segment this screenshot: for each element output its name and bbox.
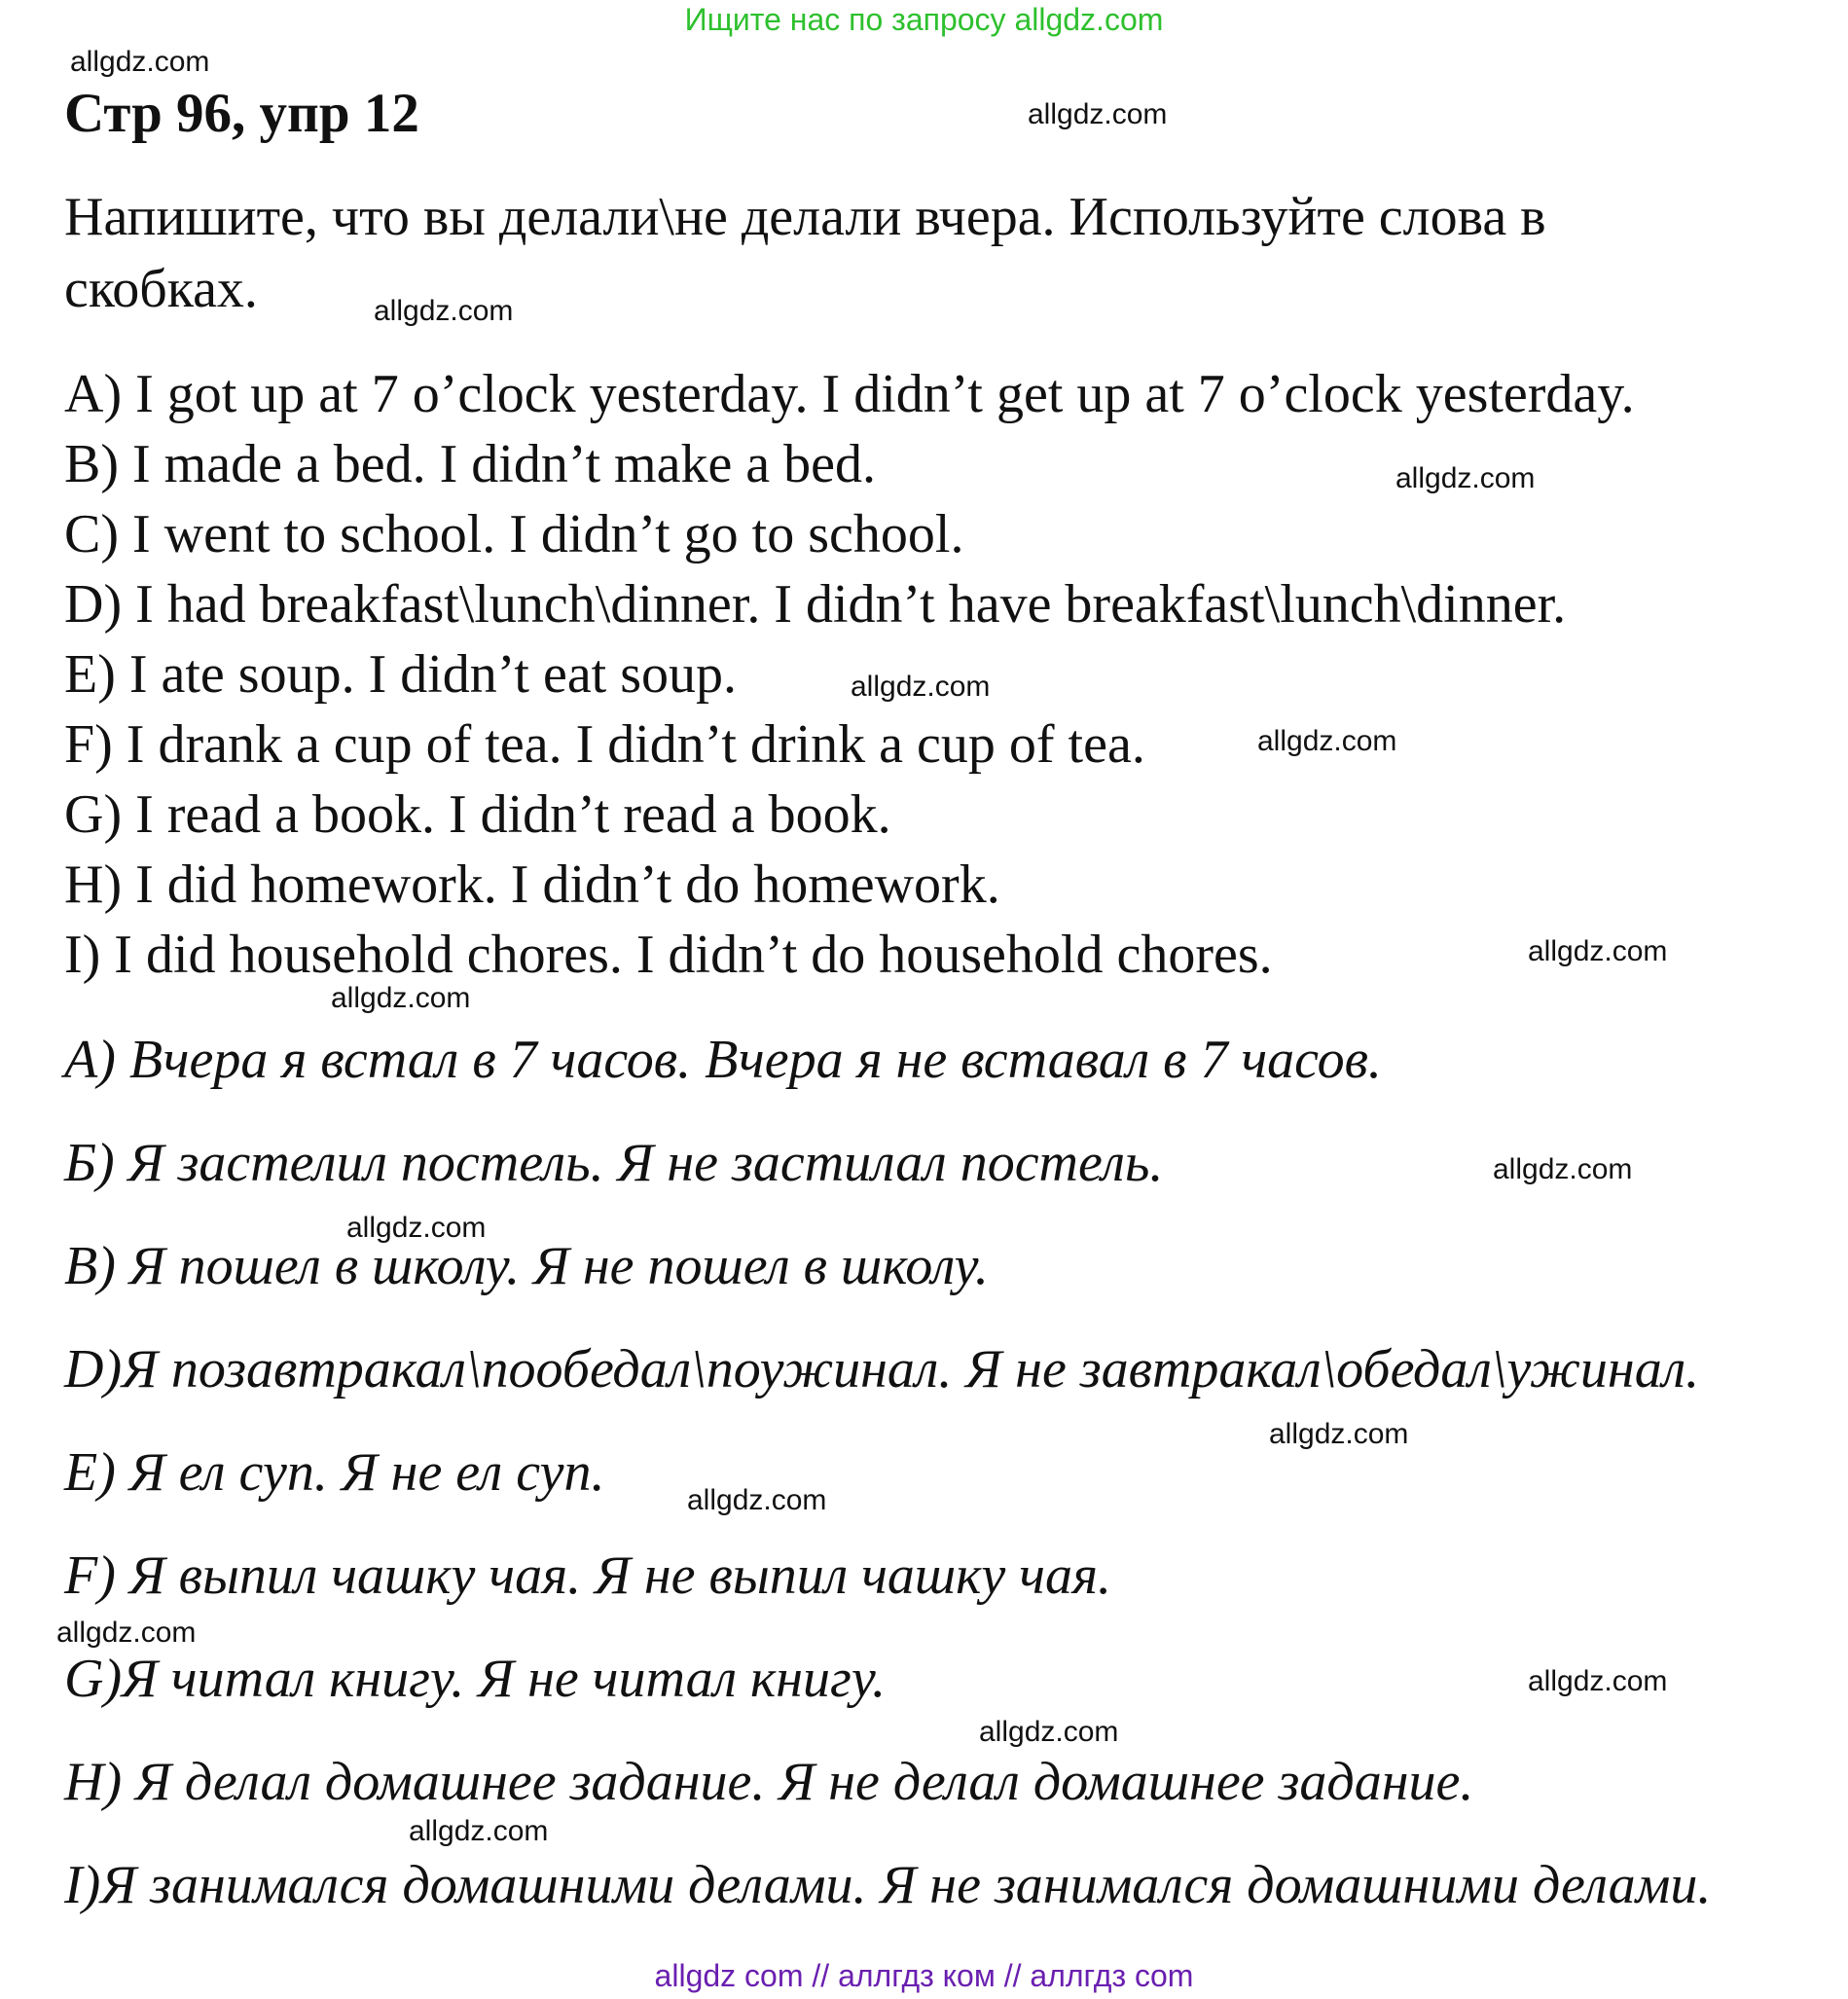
russian-translation-h: H) Я делал домашнее задание. Я не делал домашнее задание. (64, 1752, 1474, 1812)
english-answer-d: D) I had breakfast\lunch\dinner. I didn’t have breakfast\lunch\dinner. (64, 574, 1567, 635)
english-answer-c: C) I went to school. I didn’t go to school. (64, 504, 964, 564)
watermark: allgdz.com (851, 671, 991, 703)
watermark: allgdz.com (1028, 98, 1168, 130)
watermark: allgdz.com (979, 1716, 1119, 1748)
english-answer-i: I) I did household chores. I didn’t do household chores. (64, 925, 1273, 985)
russian-translation-d: D)Я позавтракал\пообедал\поужинал. Я не завтракал\обедал\ужинал. (64, 1339, 1700, 1399)
russian-translation-a: А) Вчера я встал в 7 часов. Вчера я не вставал в 7 часов. (64, 1030, 1382, 1090)
page-title: Стр 96, упр 12 (64, 83, 419, 144)
russian-translation-f: F) Я выпил чашку чая. Я не выпил чашку чая. (64, 1545, 1111, 1606)
english-answer-b: B) I made a bed. I didn’t make a bed. (64, 434, 877, 494)
exercise-instruction: Напишите, что вы делали\не делали вчера. Используйте слова в скобках. (64, 187, 1546, 319)
watermark: allgdz.com (409, 1815, 549, 1847)
russian-translation-e: E) Я ел суп. Я не ел суп. (64, 1442, 605, 1503)
watermark: allgdz.com (1493, 1153, 1633, 1185)
watermark: allgdz.com (346, 1212, 487, 1244)
watermark: allgdz.com (1269, 1418, 1409, 1450)
english-answer-h: H) I did homework. I didn’t do homework. (64, 854, 1000, 915)
english-answer-g: G) I read a book. I didn’t read a book. (64, 784, 891, 845)
russian-translation-b: Б) Я застелил постель. Я не застилал постель. (64, 1133, 1164, 1193)
english-answer-a: A) I got up at 7 o’clock yesterday. I didn’t get up at 7 o’clock yesterday. (64, 364, 1635, 424)
watermark: allgdz.com (1257, 725, 1397, 757)
watermark: allgdz.com (1528, 1665, 1668, 1697)
watermark: allgdz.com (70, 46, 210, 78)
top-banner: Ищите нас по запросу allgdz.com (684, 2, 1164, 37)
watermark: allgdz.com (1395, 462, 1536, 494)
russian-translation-i: I)Я занимался домашними делами. Я не занимался домашними делами. (64, 1855, 1712, 1915)
watermark: allgdz.com (56, 1617, 197, 1649)
english-answer-e: E) I ate soup. I didn’t eat soup. (64, 644, 738, 705)
watermark: allgdz.com (374, 295, 514, 327)
watermark: allgdz.com (687, 1484, 827, 1516)
russian-translation-g: G)Я читал книгу. Я не читал книгу. (64, 1649, 887, 1709)
footer-links: allgdz com // аллгдз ком // аллгдз com (654, 1958, 1194, 1993)
watermark: allgdz.com (331, 982, 471, 1014)
english-answer-f: F) I drank a cup of tea. I didn’t drink a cup of tea. (64, 714, 1145, 775)
russian-translation-c: В) Я пошел в школу. Я не пошел в школу. (64, 1236, 989, 1296)
watermark: allgdz.com (1528, 935, 1668, 967)
